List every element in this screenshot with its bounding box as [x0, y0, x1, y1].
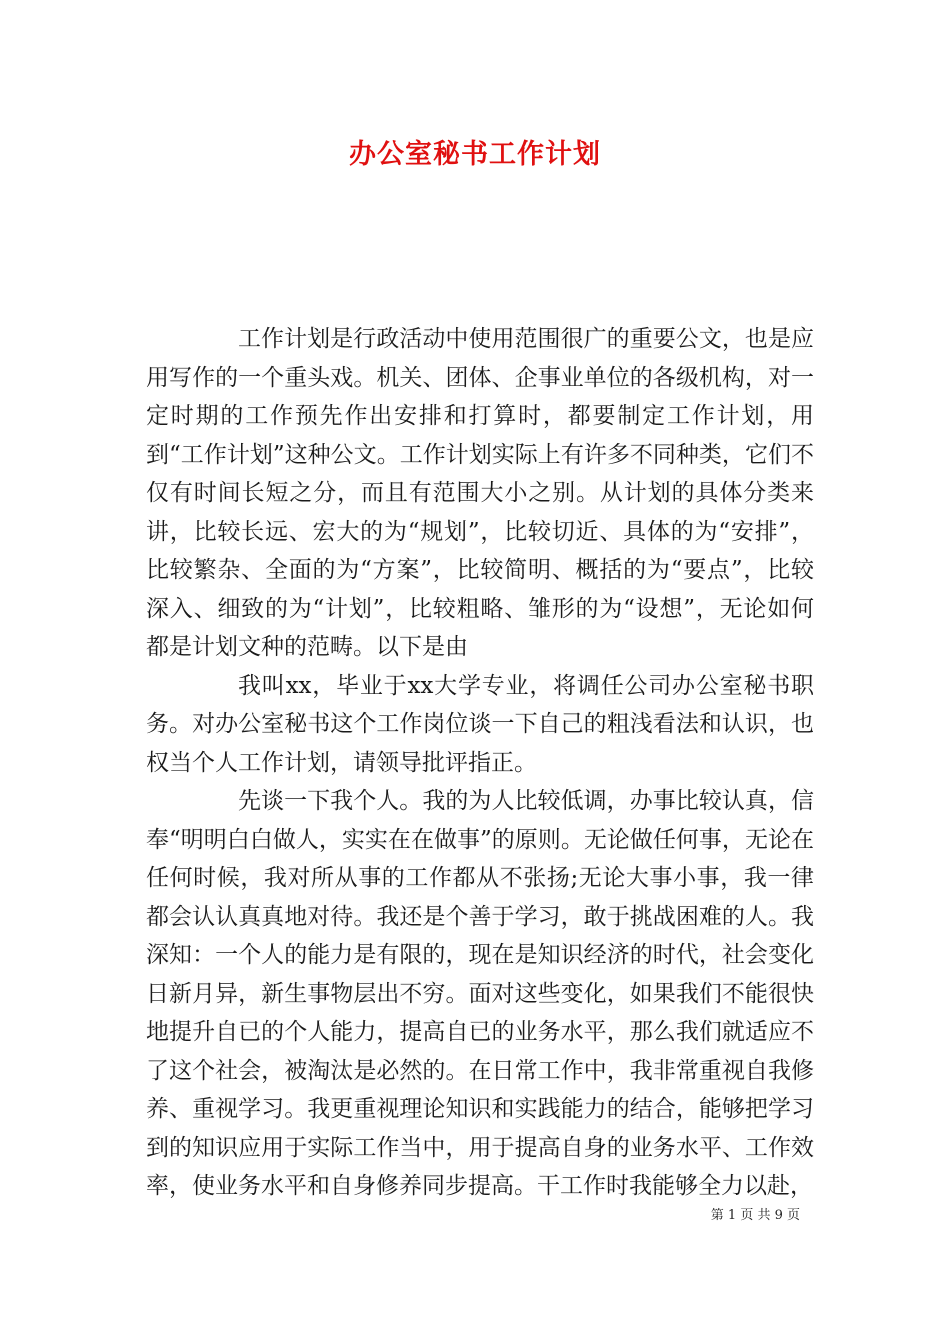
document-body [146, 320, 814, 1206]
document-title: 办公室秘书工作计划 [349, 139, 601, 170]
page-number-footer: 第 1 页 共 9 页 [710, 1208, 800, 1223]
paragraph-intro: 工作计划是行政活动中使用范围很广的重要公文，也是应用写作的一个重头戏。机关、团体、企事业单位的各级机构，对一定时期的工作预先作出安排和打算时，都要制定工作计划，用到“工作计划”这种公文。工作计划实际上有许多不同种类，它们不仅有时间长短之分，而且有范围大小之别。从计划的具体分类来讲，比较长远、宏大的为“规划”，比较切近、具体的为“安排”，比较繁杂、全面的为“方案”，比较简明、概括的为“要点”，比较深入、细致的为“计划”，比较粗略、雏形的为“设想”，无论如何都是计划文种的范畴。以下是由 [146, 326, 814, 660]
paragraph-self-introduction: 我叫xx，毕业于xx大学专业，将调任公司办公室秘书职务。对办公室秘书这个工作岗位谈一下自己的粗浅看法和认识，也权当个人工作计划，请领导批评指正。 [146, 672, 814, 776]
paragraph-personal-traits: 先谈一下我个人。我的为人比较低调，办事比较认真，信奉“明明白白做人，实实在在做事”的原则。无论做任何事，无论在任何时候，我对所从事的工作都从不张扬;无论大事小事，我一律都会认认真真地对待。我还是个善于学习，敢于挑战困难的人。我深知：一个人的能力是有限的，现在是知识经济的时代，社会变化日新月异，新生事物层出不穷。面对这些变化，如果我们不能很快地提升自已的个人能力，提高自已的业务水平，那么我们就适应不了这个社会，被淘汰是必然的。在日常工作中，我非常重视自我修养、重视学习。我更重视理论知识和实践能力的结合，能够把学习到的知识应用于实际工作当中，用于提高自身的业务水平、工作效率，使业务水平和自身修养同步提高。干工作时我能够全力以赴， [146, 788, 814, 1199]
